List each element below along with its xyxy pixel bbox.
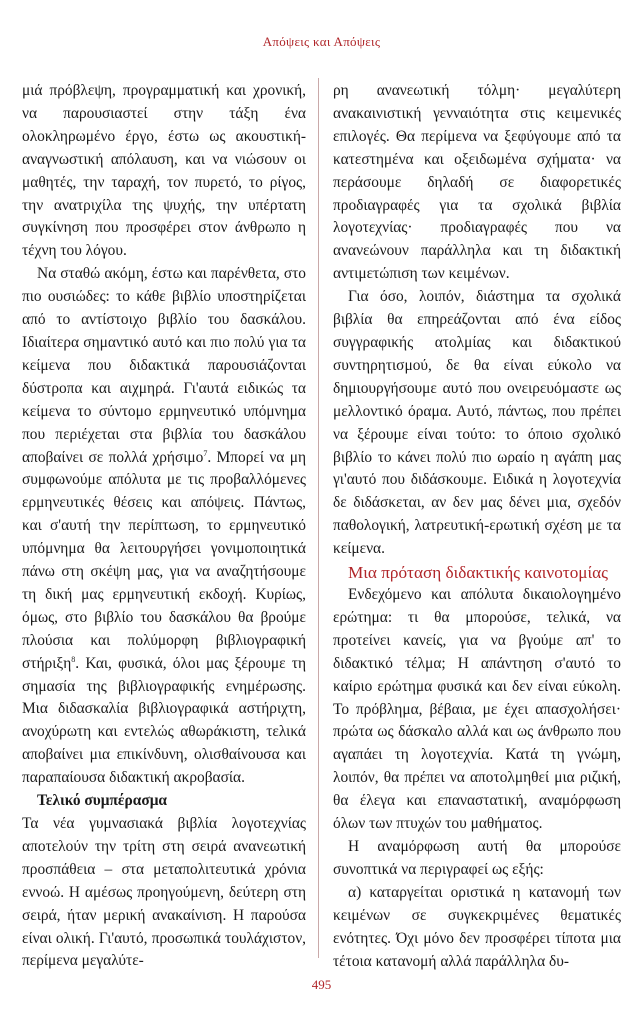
subheading: Τελικό συμπέρασμα: [37, 792, 168, 810]
paragraph: Τα νέα γυμνασιακά βιβλία λογοτεχνίας αποτελούν την τρίτη στη σειρά ανανεωτική προσπάθεια – στα μεταπολιτευτικά χρόνια εννοώ. Η αμέσως προηγούμενη, δεύτερη στη σειρά, ήταν μερική ανακαίνιση. Η παρούσα είναι ολική. Γι'αυτό, προσωπικά τουλάχιστον, περίμενα μεγαλύτε-: [22, 815, 306, 970]
paragraph: ρη ανανεωτική τόλμη· μεγαλύτερη ανακαινιστική γενναιότητα στις κειμενικές επιλογές. Θα περίμενα να ξεφύγουμε από τα κατεστημένα και οξειδωμένα σχήματα· να περάσουμε δηλαδή σε διαφορετικές προδιαγραφές για τα σχολικά βιβλία λογοτεχνίας· προδιαγραφές που να ανανεώνουν παράλληλα και τη διδακτική αντιμετώπιση των κειμένων.: [333, 82, 621, 283]
page-number: 495: [311, 977, 332, 992]
paragraph-text: Να σταθώ ακόμη, έστω και παρένθετα, στο πιο ουσιώδες: το κάθε βιβλίο υποστηρίζεται από το αντίστοιχο βιβλίο του δασκάλου. Ιδιαίτερα σημαντικό αυτό και πιο πολύ για τα κείμενα που διδακτικά παρουσιάζονται δύστροπα και αιχμηρά. Γι'αυτά ειδικώς τα κείμενα το σύντομο ερμηνευτικό υπόμνημα που περιέχεται στα βιβλία του δασκάλου αποβαίνει σε πολλά χρήσιμο: [22, 265, 306, 466]
paragraph: Ενδεχόμενο και απόλυτα δικαιολογημένο ερώτημα: τι θα μπορούσε, τελικά, να προτείνει κανείς, για να βγούμε απ' το διδακτικό τέλμα; Η απάντηση σ'αυτό το καίριο ερώτημα φυσικά και δεν είναι εύκολη. Το πρόβλημα, βέβαια, με έχει απασχολήσει· πρώτα ως δάσκαλο αλλά και ως άνθρωπο που αγαπάει τη λογοτεχνία. Κατά τη γνώμη, λοιπόν, θα πρέπει να αποτολμηθεί μια ριζική, θα έλεγα και επαναστατική, αναμόρφωση όλων των πτυχών του μαθήματος.: [333, 586, 621, 833]
column-divider: [318, 78, 319, 958]
left-column: [22, 80, 306, 973]
footnote-marker: 8: [71, 654, 76, 664]
paragraph-text: Και, φυσικά, όλοι μας ξέρουμε τη σημασία της βιβλιογραφικής ενημέρωσης. Μια διδασκαλία βιβλιογραφικά αστήριχτη, ανοχύρωτη και εντελώς αθωράκιστη, τελικά αποβαίνει μια επικίνδυνη, ολισθαίνουσα και παραπαίουσα διδακτική ακροβασία.: [22, 654, 306, 787]
right-column: [333, 80, 621, 973]
paragraph: Για όσο, λοιπόν, διάστημα τα σχολικά βιβλία θα επηρεάζονται από ένα είδος συγγραφικής ατολμίας και διδακτικού συντηρητισμού, δε θα είναι εύκολο να δημιουργήσουμε αυτό που ονειρευόμαστε ως μελλοντικό όραμα. Αυτό, πάντως, που πρέπει να ξέρουμε είναι τούτο: το όποιο σχολικό βιβλίο το κάνει πολύ πιο ωραίο η αγάπη μας γι'αυτό που διδάσκουμε. Ειδικά η λογοτεχνία δε διδάσκεται, αν δεν μας δένει μια, σχεδόν παθολογική, λατρευτική-ερωτική σχέση με τα κείμενα.: [333, 288, 621, 558]
running-head: Απόψεις και Απόψεις: [262, 34, 381, 49]
paragraph: Η αναμόρφωση αυτή θα μπορούσε συνοπτικά να περιγραφεί ως εξής:: [333, 838, 621, 878]
paragraph: μιά πρόβλεψη, προγραμματική και χρονική, να παρουσιαστεί στην τάξη ένα ολοκληρωμένο έργο, έστω ως ακουστική-αναγνωστική απόλαυση, και να νιώσουν οι μαθητές, την ταραχή, τον πυρετό, το ρίγος, την ανατριχίλα της ψυχής, την υπέρτατη συγκίνηση που προσφέρει στον άνθρωπο η τέχνη του λόγου.: [22, 82, 306, 260]
paragraph-text: Μπορεί να μη συμφωνούμε απόλυτα με τις προβαλλόμενες ερμηνευτικές θέσεις και απόψεις. Πάντως, και σ'αυτή την περίπτωση, το ερμηνευτικό υπόμνημα θα λειτουργήσει γονιμοποιητικά πάνω στη σκέψη μας, για να αναζητήσουμε τη δική μας ερμηνευτική εκδοχή. Κυρίως, όμως, στο βιβλίο του δασκάλου θα βρούμε πλούσια και πολύμορφη βιβλιογραφική στήριξη: [22, 448, 307, 672]
section-title: Μια πρόταση διδακτικής καινοτομίας: [348, 563, 608, 583]
paragraph: α) καταργείται οριστικά η κατανομή των κειμένων σε συγκεκριμένες θεματικές ενότητες. Όχι μόνο δεν προσφέρει τίποτα μια τέτοια κατανομή αλλά παράλληλα δυ-: [333, 883, 621, 970]
paragraph: Να σταθώ ακόμη, έστω και παρένθετα, στο πιο ουσιώδες: το κάθε βιβλίο υποστηρίζεται από το αντίστοιχο βιβλίο του δασκάλου. Ιδιαίτερα σημαντικό αυτό και πιο πολύ για τα κείμενα που διδακτικά παρουσιάζονται δύστροπα και αιχμηρά. Γι'αυτά ειδικώς τα κείμενα το σύντομο ερμηνευτικό υπόμνημα που περιέχεται στα βιβλία του δασκάλου αποβαίνει σε πολλά χρήσιμο$^7$. Μπορεί να μη συμφωνούμε απόλυτα με τις προβαλλόμενες ερμηνευτικές θέσεις και απόψεις. Πάντως, και σ'αυτή την περίπτωση, το ερμηνευτικό υπόμνημα θα λειτουργήσει γονιμοποιητικά πάνω στη σκέψη μας, για να αναζητήσουμε τη δική μας ερμηνευτική εκδοχή. Κυρίως, όμως, στο βιβλίο του δασκάλου θα βρούμε πλούσια και πολύμορφη βιβλιογραφική στήριξη$^8$. Και, φυσικά, όλοι μας ξέρουμε τη σημασία της βιβλιογραφικής ενημέρωσης. Μια διδασκαλία βιβλιογραφικά αστήριχτη, ανοχύρωτη και εντελώς αθωράκιστη, τελικά αποβαίνει μια επικίνδυνη, ολισθαίνουσα και παραπαίουσα διδακτική ακροβασία.: [22, 265, 307, 787]
footnote-marker: 7: [203, 448, 208, 458]
